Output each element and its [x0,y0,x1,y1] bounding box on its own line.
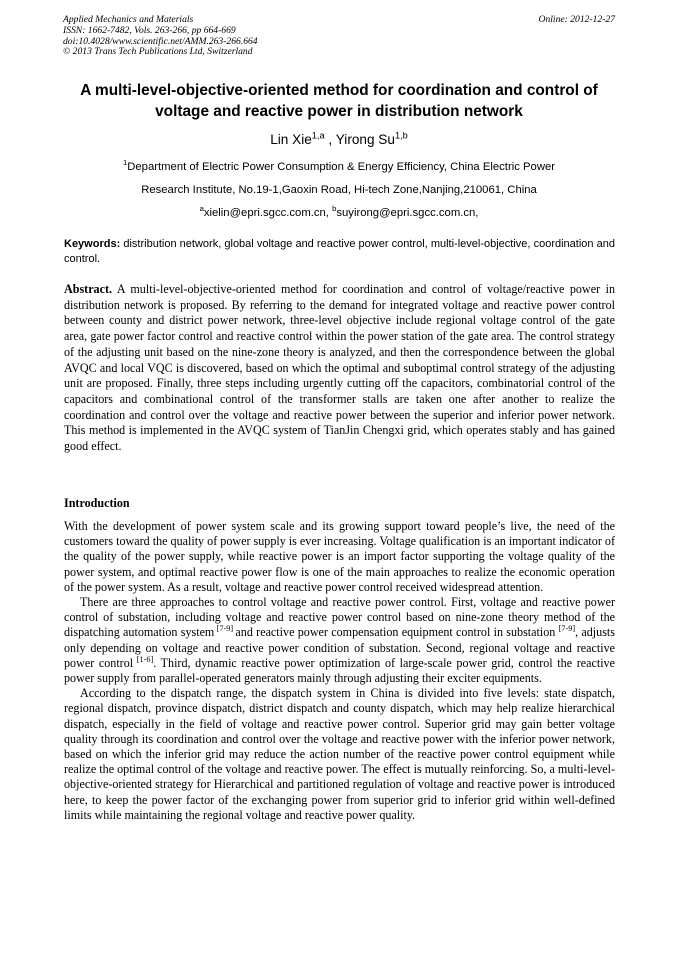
affiliation-superscript: 1 [122,158,128,168]
doi-line: doi:10.4028/www.scientific.net/AMM.263-266.664 [63,35,258,47]
paragraph: With the development of power system scale and its growing support toward people’s live, the need of the customers toward the quality of power supply is ever increasing. Voltage qualification is an important indicator of the quality of the power supply, while reactive power is an import factor supporting the voltage quality of the power system, and optimal reactive power flow is one of the main approaches to realize the economic operation of the power system. As a result, voltage and reactive power control received widespread attention. [64,519,615,594]
abstract [64,282,615,455]
journal-name: Applied Mechanics and Materials [63,14,194,25]
author-name: Lin Xie [270,132,312,147]
copyright-line: © 2013 Trans Tech Publications Ltd, Switzerland [63,46,253,58]
paragraph: According to the dispatch range, the dispatch system in China is divided into five levels: state dispatch, regional dispatch, province dispatch, district dispatch and county dispatch, which may help realize hierarchical dispatch, especially in the field of voltage and reactive power control. Superior grid may gain better voltage quality through its coordination and control over the voltage and reactive power with the inferior power network, based on which the inferior grid may reduce the action number of the reactive power control equipment while realize the optimal control of the voltage and reactive power. The effect is mutually reinforcing. So, a multi-level-objective-oriented strategy for Hierarchical and partitioned regulation of voltage and reactive power is introduced here, to keep the power factor of the exchanging power from superior grid to inferior grid within well-defined limits while maintaining the regional voltage and reactive power quality. [64,686,615,822]
keywords-text: distribution network, global voltage and reactive power control, multi-level-objective, coordination and control. [64,238,615,265]
email-link[interactable]: suyirong@epri.sgcc.com.cn, [336,207,479,219]
title-line-2: voltage and reactive power in distribution network [155,103,523,120]
citation: [1-6] [133,654,154,664]
author-list [40,132,638,148]
keywords [64,237,615,266]
affiliation-line-1: $^1$Department of Electric Power Consumption & Energy Efficiency, China Electric Power [122,158,556,173]
citation: [7-9] [558,624,576,634]
paragraph: There are three approaches to control voltage and reactive power control. First, voltage and reactive power control of substation, including voltage and reactive power control based on nine-zone theory method of the dispatching automation system [7-9] and reactive power compensation equipment control in substation [7-9], adjusts only depending on voltage and reactive power condition of substation. Second, regional voltage and reactive power control [1-6]. Third, dynamic reactive power optimization of large-scale power grid, control the reactive power supply from parallel-operated generators mainly through adjusting their exciter equipments. [64,595,615,686]
affiliation [40,156,638,225]
abstract-label: Abstract. [64,282,113,296]
author-superscript: 1,b [394,130,408,141]
author-superscript: 1,a [311,130,325,141]
author-name: Yirong Su [335,132,395,147]
online-date: Online: 2012-12-27 [538,14,615,25]
paper-title [40,80,638,122]
author-separator: , [324,132,336,147]
title-line-1: A multi-level-objective-oriented method for coordination and control of [80,82,598,99]
email-link[interactable]: xielin@epri.sgcc.com.cn, [203,207,333,219]
journal-header [63,15,258,58]
section-heading: Introduction [64,496,130,510]
citation: [7-9] [214,624,236,634]
introduction-body [64,519,615,823]
issn-line: ISSN: 1662-7482, Vols. 263-266, pp 664-669 [63,24,236,36]
keywords-label: Keywords: [64,238,121,250]
affiliation-line-2: Research Institute, No.19-1,Gaoxin Road, Hi-tech Zone,Nanjing,210061, China [141,184,537,196]
email-line: $^a$xielin@epri.sgcc.com.cn, $^b$suyirong@epri.sgcc.com.cn, [199,204,479,219]
abstract-text: A multi-level-objective-oriented method for coordination and control of voltage/reactive power in distribution network is proposed. By referring to the demand for integrated voltage and reactive power control between county and district power network, three-level objective include regional voltage control of the gate area, gate power factor control and reactive control within the power station of the gate area. The control strategy of the adjusting unit based on the nine-zone theory is analyzed, and then the correspondence between the global AVQC and local VQC is discovered, based on which the optimal and suboptimal control strategy of the adjusting unit are proposed. Finally, three steps including urgently cutting off the capacitors, combinatorial control of the capacitors and combinational control of the transformer stalls are taken one after another to realize the coordination and control over the voltage and reactive power between the superior and inferior power network. This method is implemented in the AVQC system of TianJin Chengxi grid, which operates stably and has gained good effect. [64,282,615,454]
